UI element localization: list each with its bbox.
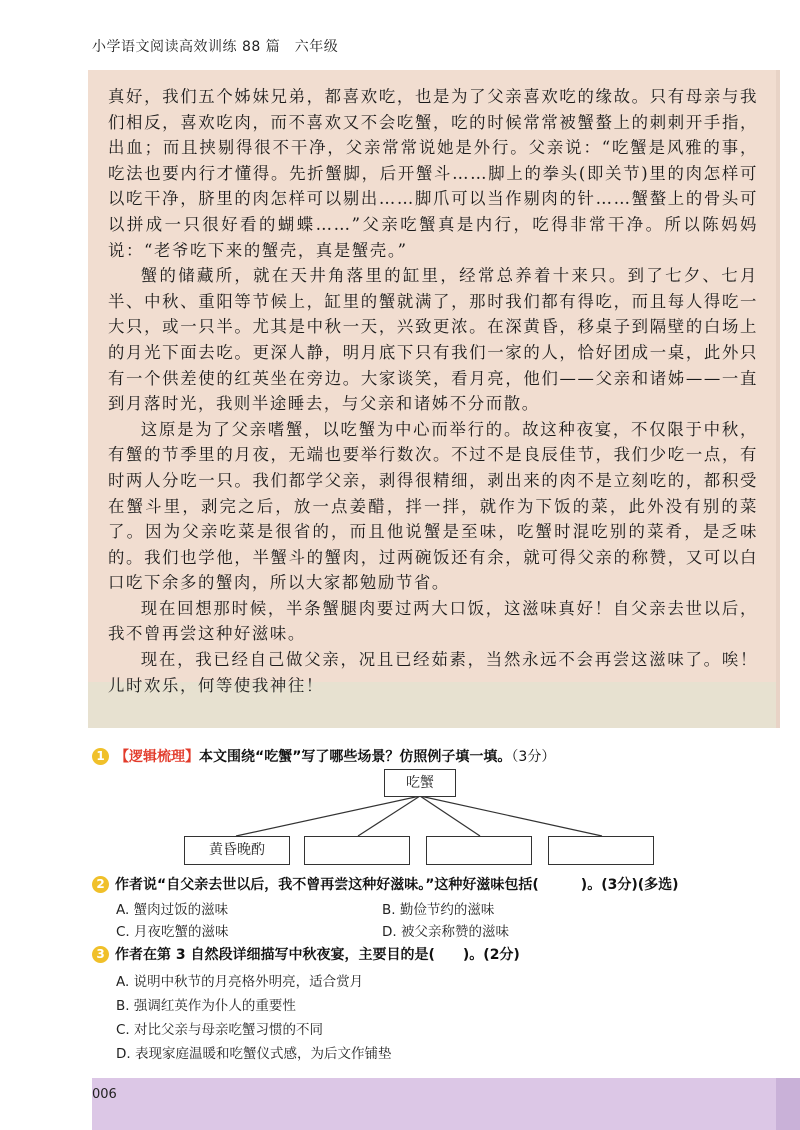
- tree-leaf-example: 黄昏晚酌: [184, 836, 290, 865]
- option-c: C. 月夜吃蟹的滋味: [116, 924, 229, 940]
- question-text: 本文围绕“吃蟹”写了哪些场景？仿照例子填一填。: [199, 749, 512, 765]
- book-header: 小学语文阅读高效训练 88 篇 六年级: [92, 39, 339, 55]
- tree-connector: [358, 796, 420, 836]
- question-score: (2分): [483, 947, 520, 963]
- option-b: B. 勤俭节约的滋味: [382, 902, 495, 918]
- tree-connector: [236, 796, 420, 836]
- question-text: 作者说“自父亲去世以后，我不曾再尝这种好滋味。”这种好滋味包括( )。: [115, 877, 602, 893]
- option-d: D. 表现家庭温暖和吃蟹仪式感，为后文作铺垫: [116, 1046, 392, 1062]
- question-text: 作者在第 3 自然段详细描写中秋夜宴，主要目的是( )。: [115, 947, 484, 963]
- option-a: A. 蟹肉过饭的滋味: [116, 902, 229, 918]
- tree-leaf-answer-box[interactable]: [426, 836, 532, 865]
- question-tag: 【逻辑梳理】: [115, 749, 199, 765]
- question-number-badge: 2: [92, 876, 109, 893]
- footer-edge: [776, 1078, 800, 1130]
- tree-leaf-answer-box[interactable]: [304, 836, 410, 865]
- passage-paragraph: 现在，我已经自己做父亲，况且已经茹素，当然永远不会再尝这滋味了。唉！儿时欢乐，何等使我神往！: [108, 650, 758, 695]
- question-3: [92, 944, 520, 964]
- footer-band: [92, 1078, 776, 1130]
- question-number-badge: 3: [92, 946, 109, 963]
- question-score: （3分）: [511, 749, 556, 765]
- question-2: [92, 874, 679, 894]
- passage-paragraph: 蟹的储藏所，就在天井角落里的缸里，经常总养着十来只。到了七夕、七月半、中秋、重阳等节候上，缸里的蟹就满了，那时我们都有得吃，而且每人得吃一大只，或一只半。尤其是中秋一天，兴致更浓。在深黄昏，移桌子到隔壁的白场上的月光下面去吃。更深人静，明月底下只有我们一家的人，恰好团成一桌，此外只有一个供差使的红英坐在旁边。大家谈笑，看月亮，他们——父亲和诸姊——一直到月落时光，我则半途睡去，与父亲和诸姊不分而散。: [108, 266, 758, 414]
- passage-paragraph: 现在回想那时候，半条蟹腿肉要过两大口饭，这滋味真好！自父亲去世以后，我不曾再尝这种好滋味。: [108, 598, 758, 644]
- question-score: (3分)(多选): [601, 877, 679, 893]
- option-b: B. 强调红英作为仆人的重要性: [116, 998, 296, 1014]
- option-a: A. 说明中秋节的月亮格外明亮，适合赏月: [116, 974, 364, 990]
- option-d: D. 被父亲称赞的滋味: [382, 924, 509, 940]
- tree-connector: [420, 796, 602, 836]
- question-number-badge: 1: [92, 748, 109, 765]
- tree-leaf-answer-box[interactable]: [548, 836, 654, 865]
- page-number: 006: [92, 1087, 117, 1102]
- tree-root-box: 吃蟹: [384, 769, 456, 797]
- passage-paragraph: 真好，我们五个姊妹兄弟，都喜欢吃，也是为了父亲喜欢吃的缘故。只有母亲与我们相反，喜欢吃肉，而不喜欢又不会吃蟹，吃的时候常常被蟹螯上的刺刺开手指，出血；而且挟剔得很不干净，父亲常常说她是外行。父亲说：“吃蟹是风雅的事，吃法也要内行才懂得。先折蟹脚，后开蟹斗……脚上的拳头(即关节)里的肉怎样可以吃干净，脐里的肉怎样可以剔出……脚爪可以当作剔肉的针……蟹螯上的骨头可以拼成一只很好看的蝴蝶……”父亲吃蟹真是内行，吃得非常干净。所以陈妈妈说：“老爷吃下来的蟹壳，真是蟹壳。”: [108, 87, 758, 260]
- option-c: C. 对比父亲与母亲吃蟹习惯的不同: [116, 1022, 324, 1038]
- passage-paragraph: 这原是为了父亲嗜蟹，以吃蟹为中心而举行的。故这种夜宴，不仅限于中秋，有蟹的节季里的月夜，无端也要举行数次。不过不是良辰佳节，我们少吃一点，有时两人分吃一只。我们都学父亲，剥得很精细，剥出来的肉不是立刻吃的，都积受在蟹斗里，剥完之后，放一点姜醋，拌一拌，就作为下饭的菜，此外没有别的菜了。因为父亲吃菜是很省的，而且他说蟹是至味，吃蟹时混吃别的菜肴，是乏味的。我们也学他，半蟹斗的蟹肉，过两碗饭还有余，就可得父亲的称赞，又可以白口吃下余多的蟹肉，所以大家都勉励节省。: [108, 419, 758, 593]
